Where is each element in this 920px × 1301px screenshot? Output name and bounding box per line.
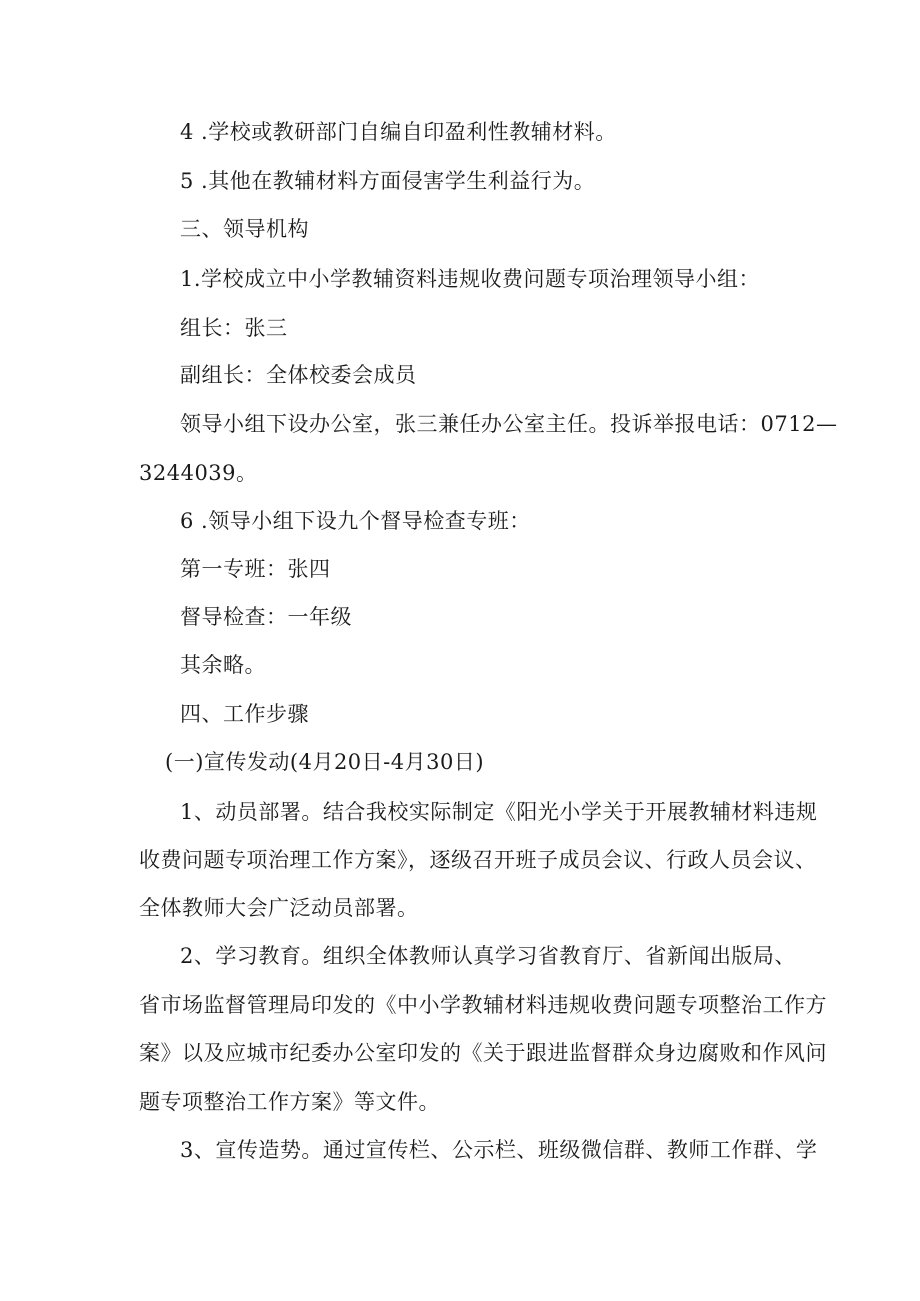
text-line: 题专项整治工作方案》等文件。: [139, 1090, 440, 1114]
text-line: 全体教师大会广泛动员部署。: [139, 896, 419, 920]
text-line: 省市场监督管理局印发的《中小学教辅材料违规收费问题专项整治工作方: [139, 993, 827, 1017]
text-line: 组长：张三: [180, 316, 288, 340]
text-line: 4 .学校或教研部门自编自印盈利性教辅材料。: [180, 120, 617, 144]
text-line: 2、学习教育。组织全体教师认真学习省教育厅、省新闻出版局、: [180, 944, 796, 968]
text-line: 3、宣传造势。通过宣传栏、公示栏、班级微信群、教师工作群、学: [180, 1138, 818, 1162]
text-line: 1、动员部署。结合我校实际制定《阳光小学关于开展教辅材料违规: [180, 800, 818, 824]
text-line: 收费问题专项治理工作方案》，逐级召开班子成员会议、行政人员会议、: [139, 848, 817, 872]
text-line: 案》以及应城市纪委办公室印发的《关于跟进监督群众身边腐败和作风问: [139, 1041, 827, 1065]
text-line: 5 .其他在教辅材料方面侵害学生利益行为。: [180, 169, 596, 193]
section-heading: 四、工作步骤: [180, 702, 309, 726]
subsection-heading: (一)宣传发动(4月20日-4月30日): [165, 750, 485, 774]
text-line: 副组长：全体校委会成员: [180, 363, 417, 387]
text-line: 其余略。: [180, 653, 266, 677]
text-line: 督导检查：一年级: [180, 605, 352, 629]
text-line: 6 .领导小组下设九个督导检查专班：: [180, 509, 531, 533]
text-line: 1.学校成立中小学教辅资料违规收费问题专项治理领导小组：: [180, 267, 761, 291]
section-heading: 三、领导机构: [180, 217, 309, 241]
text-line: 3244039。: [139, 461, 258, 485]
text-line: 领导小组下设办公室，张三兼任办公室主任。投诉举报电话：0712—: [180, 412, 838, 436]
text-line: 第一专班：张四: [180, 557, 331, 581]
